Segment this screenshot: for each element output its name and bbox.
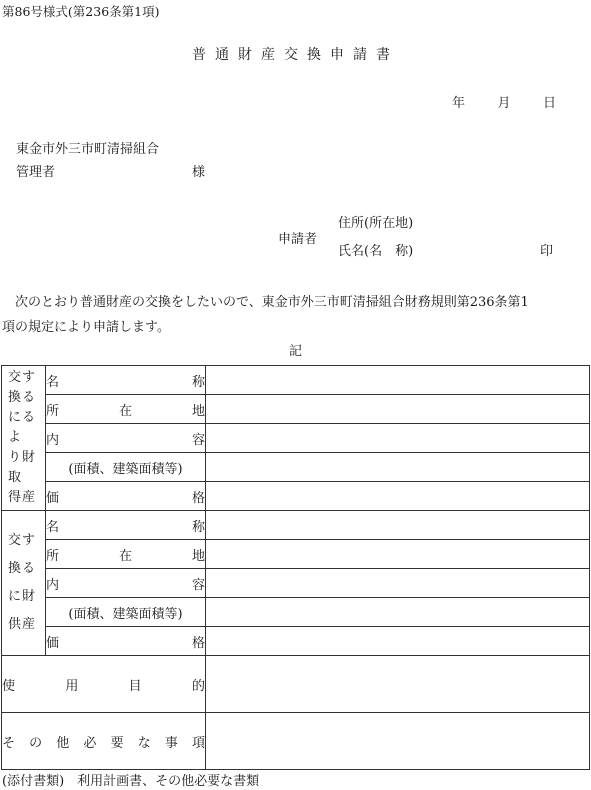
document-title: 普通財産交換申請書: [192, 47, 399, 63]
addressee-honorific: 様: [192, 165, 206, 180]
request-statement-line-2: 項の規定により申請します。: [2, 320, 170, 335]
form-number: 第86号様式(第236条第1項): [2, 4, 160, 19]
date-month-label: 月: [497, 96, 511, 111]
request-statement-line-1: 次のとおり普通財産の交換をしたいので、東金市外三市町清掃組合財務規則第236条第1: [15, 295, 529, 310]
offered-content-field[interactable]: [206, 569, 590, 598]
other-matters-field[interactable]: [206, 713, 590, 770]
ki-heading: 記: [288, 344, 302, 359]
addressee-block: [16, 138, 206, 184]
table-row: [2, 511, 590, 540]
purpose-field[interactable]: [206, 656, 590, 713]
acquired-area-label: (面積、建築面積等): [46, 453, 206, 482]
table-row: [2, 482, 590, 511]
acquired-location-field[interactable]: [206, 395, 590, 424]
date-year-label: 年: [452, 96, 466, 111]
acquired-name-label: 名 称: [46, 366, 206, 395]
acquired-area-field[interactable]: [206, 453, 590, 482]
purpose-label: 使 用 目 的: [2, 656, 206, 713]
offered-name-field[interactable]: [206, 511, 590, 540]
acquired-price-label: 価 格: [46, 482, 206, 511]
request-statement: [0, 290, 591, 340]
applicant-label: 申請者: [278, 232, 318, 247]
other-matters-label: そ の 他 必 要 な 事 項: [2, 713, 206, 770]
offered-area-label: (面積、建築面積等): [46, 598, 206, 627]
seal-mark: 印: [540, 244, 554, 259]
offered-content-label: 内 容: [46, 569, 206, 598]
applicant-name-label: 氏名(名 称): [338, 244, 414, 259]
table-row: [2, 540, 590, 569]
table-row: [2, 713, 590, 770]
offered-price-field[interactable]: [206, 627, 590, 656]
attachments-note: (添付書類) 利用計画書、その他必要な書類: [2, 774, 260, 789]
addressee-organization: 東金市外三市町清掃組合: [16, 142, 160, 157]
acquired-price-field[interactable]: [206, 482, 590, 511]
table-row: [2, 366, 590, 395]
table-row: [2, 569, 590, 598]
table-row: [2, 453, 590, 482]
acquired-content-label: 内 容: [46, 424, 206, 453]
table-row: [2, 656, 590, 713]
acquired-location-label: 所 在 地: [46, 395, 206, 424]
acquired-property-label: 交す 換る にる よ り財 取 得産: [2, 366, 46, 511]
date-line: [452, 92, 556, 111]
offered-location-field[interactable]: [206, 540, 590, 569]
offered-price-label: 価 格: [46, 627, 206, 656]
addressee-manager: 管理者: [16, 165, 56, 180]
offered-property-label: 交す 換る に財 供産: [2, 511, 46, 656]
acquired-content-field[interactable]: [206, 424, 590, 453]
table-row: [2, 424, 590, 453]
table-row: [2, 598, 590, 627]
applicant-address-label: 住所(所在地): [338, 216, 414, 231]
date-day-label: 日: [542, 96, 556, 111]
acquired-name-field[interactable]: [206, 366, 590, 395]
table-row: [2, 627, 590, 656]
offered-area-field[interactable]: [206, 598, 590, 627]
offered-name-label: 名 称: [46, 511, 206, 540]
offered-location-label: 所 在 地: [46, 540, 206, 569]
exchange-details-table: [1, 365, 590, 770]
table-row: [2, 395, 590, 424]
